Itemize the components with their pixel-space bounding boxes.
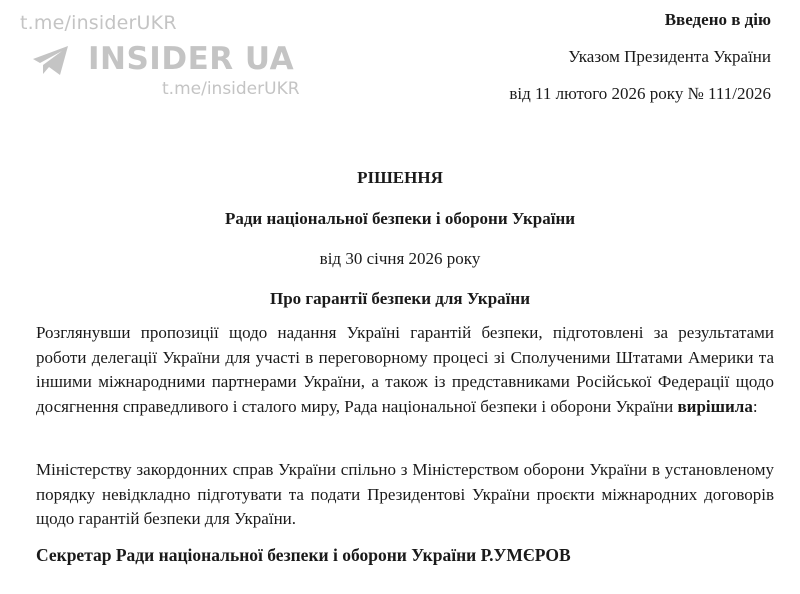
- watermark-brand: INSIDER UA: [88, 41, 295, 77]
- paragraph-preamble: [36, 321, 774, 419]
- enactment-line-3: від 11 лютого 2026 року № 111/2026: [509, 84, 771, 103]
- enactment-block: [509, 10, 771, 121]
- document-subject: Про гарантії безпеки для України: [269, 289, 530, 308]
- signature: Секретар Ради національної безпеки і оборони України Р.УМЄРОВ: [36, 545, 571, 565]
- document-issuer: Ради національної безпеки і оборони України: [224, 209, 576, 228]
- preamble-text: Розглянувши пропозиції щодо надання Україні гарантій безпеки, підготовлені за результатами роботи делегації України для участі в переговорному процесі зі Сполученими Штатами Америки та іншими міжнародними партнерами України, а також із представниками Російської Федерації щодо досягнення справедливого і сталого миру, Рада національної безпеки і оборони України: [36, 323, 774, 416]
- watermark-url-bottom: t.me/insiderUKR: [162, 79, 300, 99]
- decided-word: вирішила: [677, 396, 753, 416]
- enactment-line-2: Указом Президента України: [568, 47, 771, 66]
- preamble-colon: :: [752, 396, 758, 416]
- document-date: від 30 січня 2026 року: [319, 249, 481, 268]
- watermark: [14, 12, 314, 104]
- telegram-plane-icon: [32, 45, 70, 77]
- watermark-url-top: t.me/insiderUKR: [20, 12, 177, 34]
- document-type: РІШЕННЯ: [357, 168, 443, 187]
- paragraph-instruction: Міністерству закордонних справ України спільно з Міністерством оборони України в установленому порядку невідкладно підготувати та подати Президентові України проєкти міжнародних договорів щодо гарантій безпеки для України.: [36, 460, 774, 528]
- enactment-line-1: Введено в дію: [664, 10, 771, 29]
